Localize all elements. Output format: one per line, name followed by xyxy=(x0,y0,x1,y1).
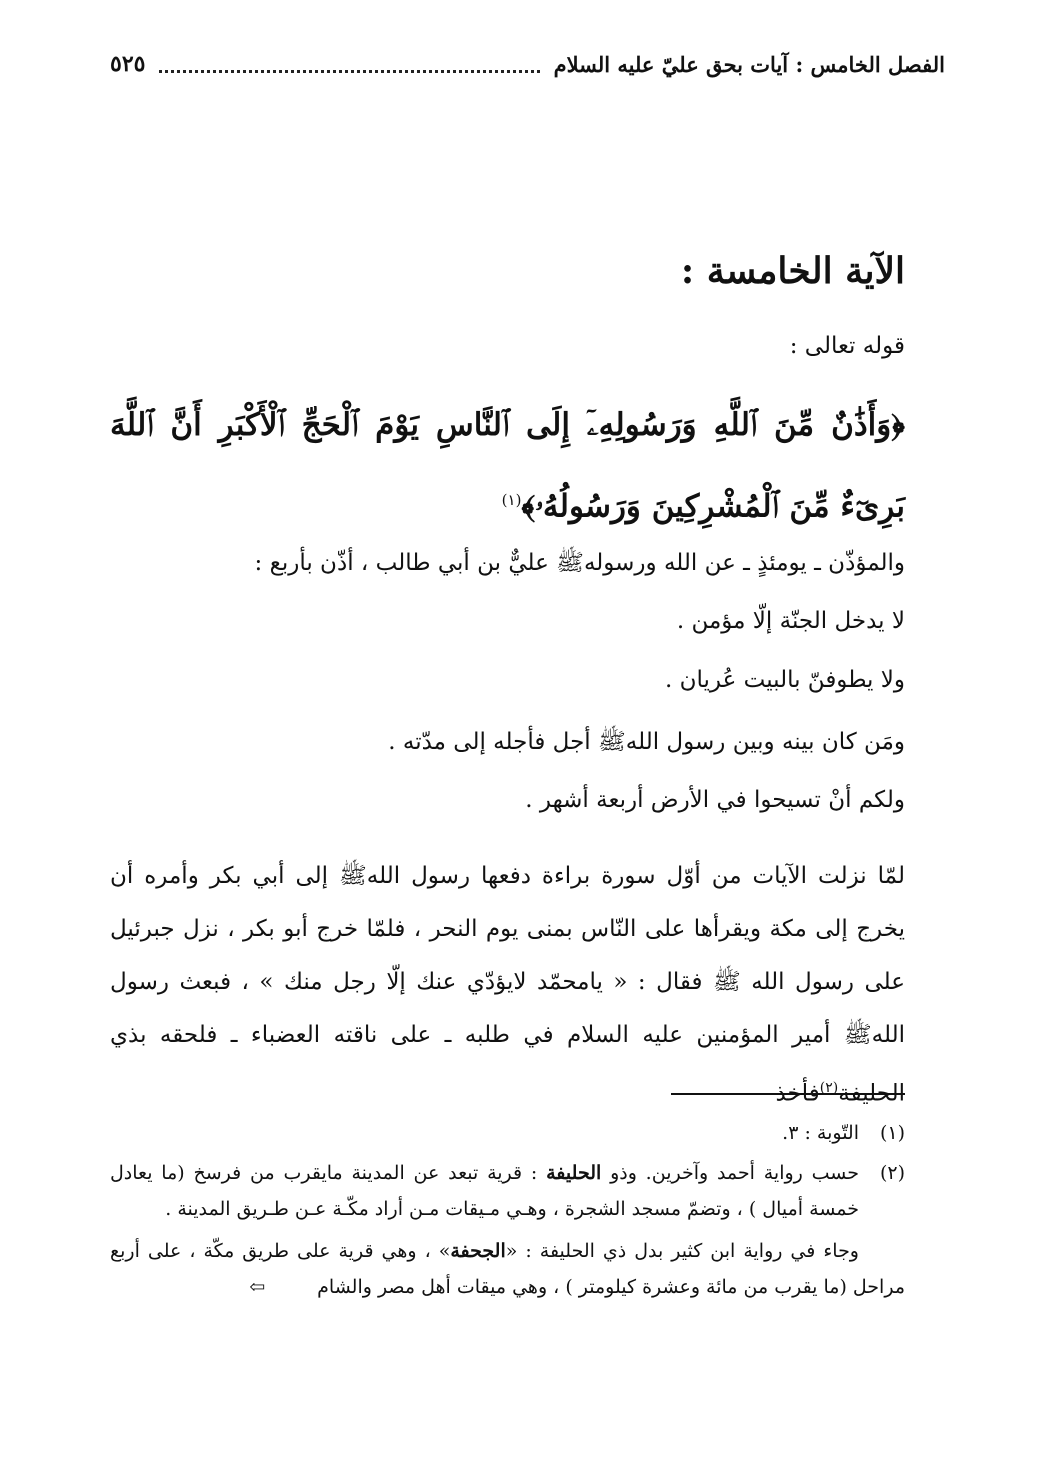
continuation-arrow-icon: ⇦ xyxy=(249,1276,266,1298)
footnote-2 xyxy=(110,1155,905,1227)
footnote-text xyxy=(110,1155,859,1227)
body-line: ولا يطوفنّ بالبيت عُريان . xyxy=(664,667,905,693)
chapter-title: الفصل الخامس : آيات بحق عليّ عليه السلام xyxy=(553,51,945,77)
paragraph-text: لمّا نزلت الآيات من أوّل سورة براءة دفعها رسول اللهﷺ إلى أبي بكر وأمره أن يخرج إلى مكة ويقرأها على النّاس بمنى يوم النحر ، فلمّا خرج أبو بكر ، نزل جبرئيل على رسول الله ﷺ فقال : « يامحمّد لايؤدّي عنك إلّا رجل منك » ، فبعث رسول اللهﷺ أمير المؤمنين عليه السلام في طلبه ـ على ناقته العضباء ـ فلحقه بذي الحليفة xyxy=(110,863,905,1107)
footnote-text: التّوبة : ٣. xyxy=(782,1122,859,1144)
footnote-number: (١) xyxy=(879,1122,905,1144)
footnote-bold-term: الحليفة xyxy=(546,1162,602,1184)
verse-text: ﴿وَأَذَٰنٌ مِّنَ ٱللَّهِ وَرَسُولِهِۦٓ إِلَى ٱلنَّاسِ يَوْمَ ٱلْحَجِّ ٱلْأَكْبَرِ أَنَّ ٱللَّهَ بَرِىٓءٌ مِّنَ ٱلْمُشْرِكِينَ وَرَسُولُهُۥ﴾ xyxy=(110,407,905,525)
body-line: ولكم أنْ تسيحوا في الأرض أربعة أشهر . xyxy=(525,787,905,813)
footnote-text-part: » ، وهي قرية على طريق مكّة ، على أربع مراحل (ما يقرب من مائة وعشرة كيلومتر ) ، وهي ميقات أهل مصر والشام xyxy=(110,1240,905,1298)
header-dot-leader xyxy=(159,56,539,73)
footnote-text-part: : قرية تبعد عن المدينة مايقرب من فرسخ (ما يعادل خمسة أميال ) ، وتضمّ مسجد الشجرة ، وهـي مـيقات مـن أراد مكّـة عـن طـريق المدينة . xyxy=(110,1162,859,1220)
page-number: ٥٢٥ xyxy=(110,51,146,77)
footnote-bold-term: الجحفة xyxy=(450,1240,506,1262)
running-header xyxy=(110,44,945,84)
footnote-1 xyxy=(110,1115,905,1151)
verse-intro: قوله تعالى : xyxy=(789,333,905,359)
quran-verse xyxy=(110,388,905,544)
footnotes xyxy=(110,1115,905,1305)
footnote-number: (٢) xyxy=(879,1162,905,1184)
section-heading: الآية الخامسة : xyxy=(680,250,905,292)
footnote-text-part: حسب رواية أحمد وآخرين. وذو xyxy=(610,1162,859,1184)
body-line: لا يدخل الجنّة إلّا مؤمن . xyxy=(676,608,905,634)
body-line: ومَن كان بينه وبين رسول اللهﷺ أجل فأجله إلى مدّته . xyxy=(388,729,905,755)
footnote-2-continuation xyxy=(110,1233,905,1305)
verse-footnote-ref: (١) xyxy=(501,491,522,509)
footnote-text-part: وجاء في رواية ابن كثير بدل ذي الحليفة : « xyxy=(505,1240,859,1262)
body-line: والمؤذّن ـ يومئذٍ ـ عن الله ورسولهﷺ عليٌّ بن أبي طالب ، أذّن بأربع : xyxy=(254,550,905,576)
footnote-separator xyxy=(671,1093,905,1095)
paragraph-footnote-ref: (٢) xyxy=(819,1080,839,1096)
body-paragraph xyxy=(110,850,905,1121)
paragraph-tail: فأخذ xyxy=(775,1080,820,1107)
